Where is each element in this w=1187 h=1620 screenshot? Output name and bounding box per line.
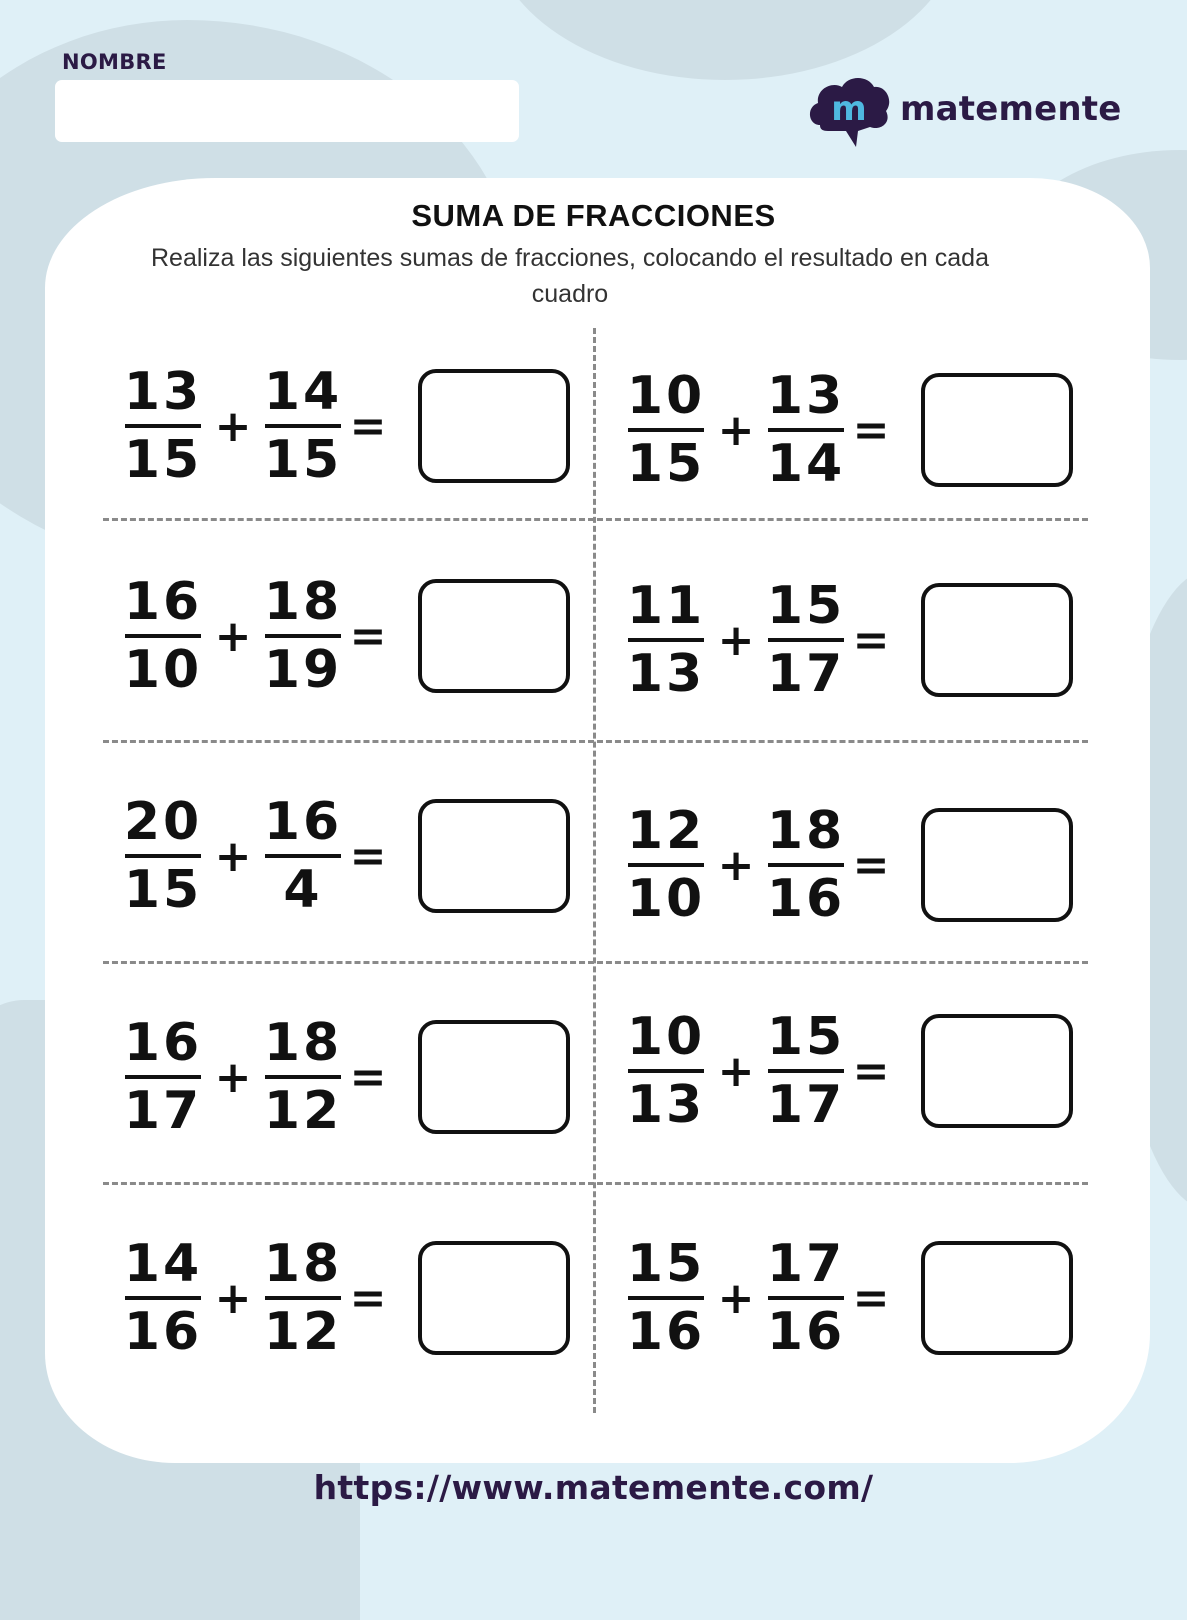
denominator: 16 xyxy=(766,869,846,929)
fraction-b xyxy=(767,1008,845,1134)
numerator: 10 xyxy=(626,1007,706,1067)
numerator: 16 xyxy=(123,572,203,632)
answer-box[interactable] xyxy=(921,808,1073,922)
numerator: 14 xyxy=(123,1234,203,1294)
fraction-bar xyxy=(628,428,704,432)
speech-cloud-icon xyxy=(806,73,892,145)
numerator: 18 xyxy=(766,801,846,861)
plus-sign: + xyxy=(214,610,252,662)
fraction-bar xyxy=(265,1296,341,1300)
fraction-bar xyxy=(125,634,201,638)
denominator: 12 xyxy=(263,1081,343,1141)
equals-sign: = xyxy=(852,614,890,666)
numerator: 13 xyxy=(766,366,846,426)
denominator: 16 xyxy=(626,1302,706,1362)
plus-sign: + xyxy=(214,1051,252,1103)
denominator: 19 xyxy=(263,640,343,700)
fraction-bar xyxy=(265,634,341,638)
equals-sign: = xyxy=(349,1272,387,1324)
denominator: 15 xyxy=(626,434,706,494)
denominator: 12 xyxy=(263,1302,343,1362)
fraction-bar xyxy=(628,1069,704,1073)
matemente-logo xyxy=(806,73,1122,145)
denominator: 4 xyxy=(283,860,323,920)
numerator: 14 xyxy=(263,362,343,422)
denominator: 17 xyxy=(766,1075,846,1135)
fraction-b xyxy=(767,367,845,493)
plus-sign: + xyxy=(214,830,252,882)
horizontal-divider xyxy=(103,1182,1088,1185)
answer-box[interactable] xyxy=(418,579,570,693)
fraction-bar xyxy=(768,428,844,432)
fraction-a xyxy=(627,577,705,703)
fraction-bar xyxy=(628,1296,704,1300)
fraction-a xyxy=(124,793,202,919)
fraction-b xyxy=(767,802,845,928)
equals-sign: = xyxy=(349,400,387,452)
denominator: 15 xyxy=(263,430,343,490)
problem-10 xyxy=(627,1235,1073,1361)
problem-9 xyxy=(124,1235,570,1361)
fraction-bar xyxy=(125,424,201,428)
fraction-a xyxy=(627,367,705,493)
denominator: 13 xyxy=(626,644,706,704)
denominator: 15 xyxy=(123,860,203,920)
horizontal-divider xyxy=(103,961,1088,964)
answer-box[interactable] xyxy=(921,1241,1073,1355)
equals-sign: = xyxy=(852,404,890,456)
denominator: 17 xyxy=(123,1081,203,1141)
svg-text:m: m xyxy=(831,89,867,129)
numerator: 17 xyxy=(766,1234,846,1294)
fraction-a xyxy=(627,802,705,928)
numerator: 16 xyxy=(123,1013,203,1073)
numerator: 12 xyxy=(626,801,706,861)
numerator: 15 xyxy=(626,1234,706,1294)
numerator: 11 xyxy=(626,576,706,636)
horizontal-divider xyxy=(103,518,1088,521)
fraction-a xyxy=(124,573,202,699)
answer-box[interactable] xyxy=(418,369,570,483)
fraction-bar xyxy=(768,863,844,867)
denominator: 10 xyxy=(123,640,203,700)
problem-1 xyxy=(124,363,570,489)
numerator: 18 xyxy=(263,1234,343,1294)
fraction-bar xyxy=(628,863,704,867)
equals-sign: = xyxy=(349,830,387,882)
plus-sign: + xyxy=(717,614,755,666)
fraction-b xyxy=(264,1014,342,1140)
fraction-bar xyxy=(768,638,844,642)
fraction-b xyxy=(767,577,845,703)
numerator: 13 xyxy=(123,362,203,422)
fraction-a xyxy=(124,363,202,489)
fraction-bar xyxy=(125,854,201,858)
logo-text: matemente xyxy=(900,89,1122,129)
equals-sign: = xyxy=(852,1045,890,1097)
denominator: 17 xyxy=(766,644,846,704)
vertical-divider xyxy=(593,328,596,1413)
fraction-b xyxy=(264,1235,342,1361)
fraction-a xyxy=(124,1014,202,1140)
answer-box[interactable] xyxy=(921,373,1073,487)
numerator: 18 xyxy=(263,1013,343,1073)
plus-sign: + xyxy=(214,1272,252,1324)
fraction-a xyxy=(627,1235,705,1361)
fraction-bar xyxy=(125,1075,201,1079)
denominator: 14 xyxy=(766,434,846,494)
footer-url[interactable]: https://www.matemente.com/ xyxy=(313,1468,874,1507)
answer-box[interactable] xyxy=(418,799,570,913)
answer-box[interactable] xyxy=(418,1241,570,1355)
numerator: 18 xyxy=(263,572,343,632)
plus-sign: + xyxy=(717,1272,755,1324)
fraction-b xyxy=(264,793,342,919)
problem-3 xyxy=(124,573,570,699)
fraction-bar xyxy=(265,854,341,858)
fraction-bar xyxy=(768,1296,844,1300)
fraction-b xyxy=(767,1235,845,1361)
fraction-bar xyxy=(628,638,704,642)
denominator: 16 xyxy=(123,1302,203,1362)
problem-5 xyxy=(124,793,570,919)
fraction-bar xyxy=(265,1075,341,1079)
fraction-a xyxy=(627,1008,705,1134)
numerator: 15 xyxy=(766,576,846,636)
answer-box[interactable] xyxy=(921,1014,1073,1128)
name-label: NOMBRE xyxy=(62,50,167,74)
answer-box[interactable] xyxy=(921,583,1073,697)
problem-7 xyxy=(124,1014,570,1140)
problem-4 xyxy=(627,577,1073,703)
answer-box[interactable] xyxy=(418,1020,570,1134)
denominator: 15 xyxy=(123,430,203,490)
denominator: 16 xyxy=(766,1302,846,1362)
equals-sign: = xyxy=(852,1272,890,1324)
name-input[interactable] xyxy=(55,80,519,142)
denominator: 13 xyxy=(626,1075,706,1135)
fraction-bar xyxy=(768,1069,844,1073)
equals-sign: = xyxy=(349,610,387,662)
problem-6 xyxy=(627,802,1073,928)
worksheet-title: SUMA DE FRACCIONES xyxy=(411,198,776,233)
background-shape-top xyxy=(490,0,960,80)
worksheet-instructions: Realiza las siguientes sumas de fracciones, colocando el resultado en cada cuadro xyxy=(151,244,989,308)
numerator: 10 xyxy=(626,366,706,426)
plus-sign: + xyxy=(717,404,755,456)
problem-8 xyxy=(627,1008,1073,1134)
plus-sign: + xyxy=(214,400,252,452)
equals-sign: = xyxy=(349,1051,387,1103)
plus-sign: + xyxy=(717,1045,755,1097)
fraction-bar xyxy=(125,1296,201,1300)
equals-sign: = xyxy=(852,839,890,891)
fraction-bar xyxy=(265,424,341,428)
numerator: 15 xyxy=(766,1007,846,1067)
problem-2 xyxy=(627,367,1073,493)
numerator: 20 xyxy=(123,792,203,852)
plus-sign: + xyxy=(717,839,755,891)
fraction-a xyxy=(124,1235,202,1361)
horizontal-divider xyxy=(103,740,1088,743)
fraction-b xyxy=(264,363,342,489)
fraction-b xyxy=(264,573,342,699)
numerator: 16 xyxy=(263,792,343,852)
denominator: 10 xyxy=(626,869,706,929)
